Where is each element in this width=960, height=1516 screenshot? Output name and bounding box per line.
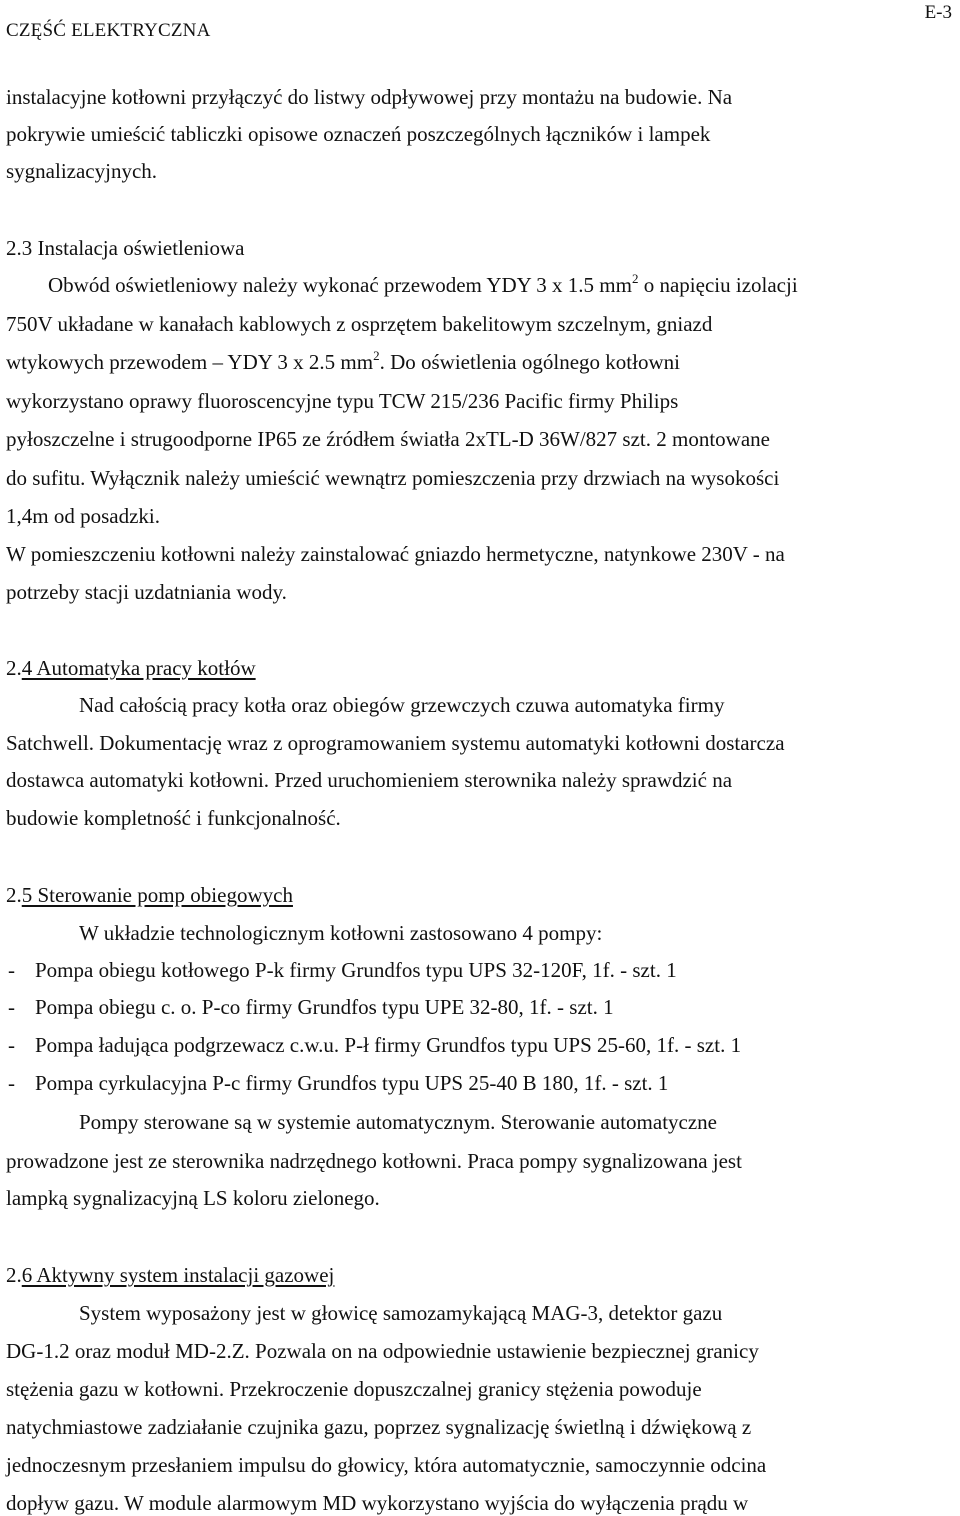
paragraph-line: lampką sygnalizacyjną LS koloru zielonego. <box>6 1186 380 1210</box>
list-item: Pompa cyrkulacyjna P-c firmy Grundfos typu UPS 25-40 B 180, 1f. - szt. 1 <box>35 1071 669 1095</box>
section-heading-2-6: 2.6 Aktywny system instalacji gazowej <box>6 1263 335 1287</box>
paragraph-line: DG-1.2 oraz moduł MD-2.Z. Pozwala on na odpowiednie ustawienie bezpiecznej granicy <box>6 1339 759 1363</box>
list-item: Pompa obiegu kotłowego P-k firmy Grundfos typu UPS 32-120F, 1f. - szt. 1 <box>35 958 677 982</box>
paragraph-line: instalacyjne kotłowni przyłączyć do listwy odpływowej przy montażu na budowie. Na <box>6 85 733 109</box>
paragraph-line: jednoczesnym przesłaniem impulsu do głowicy, która automatycznie, samoczynnie odcina <box>6 1453 767 1477</box>
list-item: Pompa ładująca podgrzewacz c.w.u. P-ł firmy Grundfos typu UPS 25-60, 1f. - szt. 1 <box>35 1033 742 1057</box>
list-bullet: - <box>8 1071 15 1095</box>
paragraph-line: sygnalizacyjnych. <box>6 159 158 183</box>
paragraph-line: 1,4m od posadzki. <box>6 504 160 528</box>
section-heading-2-3: 2.3 Instalacja oświetleniowa <box>6 236 245 260</box>
paragraph-line: wykorzystano oprawy fluoroscencyjne typu TCW 215/236 Pacific firmy Philips <box>6 389 679 413</box>
list-bullet: - <box>8 1033 15 1057</box>
list-bullet: - <box>8 958 15 982</box>
paragraph-line: Obwód oświetleniowy należy wykonać przewodem YDY 3 x 1.5 $mm^2$ o napięciu izolacji <box>48 271 798 297</box>
paragraph-line: wtykowych przewodem – YDY 3 x 2.5 $mm^2$. Do oświetlenia ogólnego kotłowni <box>6 348 680 374</box>
paragraph-line: dostawca automatyki kotłowni. Przed uruchomieniem sterownika należy sprawdzić na <box>6 768 733 792</box>
section-header: CZĘŚĆ ELEKTRYCZNA <box>6 20 211 41</box>
paragraph-line: prowadzone jest ze sterownika nadrzędnego kotłowni. Praca pompy sygnalizowana jest <box>6 1149 742 1173</box>
section-heading-2-4: 2.4 Automatyka pracy kotłów <box>6 656 256 680</box>
paragraph-line: do sufitu. Wyłącznik należy umieścić wewnątrz pomieszczenia przy drzwiach na wysokości <box>6 466 780 490</box>
paragraph-line: Pompy sterowane są w systemie automatycznym. Sterowanie automatyczne <box>79 1110 717 1134</box>
paragraph-line: W układzie technologicznym kotłowni zastosowano 4 pompy: <box>79 921 603 945</box>
paragraph-line: potrzeby stacji uzdatniania wody. <box>6 580 287 604</box>
paragraph-line: pyłoszczelne i strugoodporne IP65 ze źródłem światła 2xTL-D 36W/827 szt. 2 montowane <box>6 427 770 451</box>
section-heading-2-5: 2.5 Sterowanie pomp obiegowych <box>6 883 293 907</box>
paragraph-line: System wyposażony jest w głowicę samozamykającą MAG-3, detektor gazu <box>79 1301 723 1325</box>
list-item: Pompa obiegu c. o. P-co firmy Grundfos typu UPE 32-80, 1f. - szt. 1 <box>35 995 614 1019</box>
list-bullet: - <box>8 995 15 1019</box>
paragraph-line: Satchwell. Dokumentację wraz z oprogramowaniem systemu automatyki kotłowni dostarcza <box>6 731 785 755</box>
paragraph-line: natychmiastowe zadziałanie czujnika gazu, poprzez sygnalizację świetlną i dźwiękową z <box>6 1415 752 1439</box>
page-number: E-3 <box>924 2 952 23</box>
paragraph-line: dopływ gazu. W module alarmowym MD wykorzystano wyjścia do wyłączenia prądu w <box>6 1491 749 1515</box>
paragraph-line: Nad całością pracy kotła oraz obiegów grzewczych czuwa automatyka firmy <box>79 693 725 717</box>
paragraph-line: pokrywie umieścić tabliczki opisowe oznaczeń poszczególnych łączników i lampek <box>6 122 711 146</box>
paragraph-line: W pomieszczeniu kotłowni należy zainstalować gniazdo hermetyczne, natynkowe 230V - na <box>6 542 785 566</box>
paragraph-line: stężenia gazu w kotłowni. Przekroczenie dopuszczalnej granicy stężenia powoduje <box>6 1377 702 1401</box>
paragraph-line: budowie kompletność i funkcjonalność. <box>6 806 341 830</box>
paragraph-line: 750V układane w kanałach kablowych z osprzętem bakelitowym szczelnym, gniazd <box>6 312 713 336</box>
